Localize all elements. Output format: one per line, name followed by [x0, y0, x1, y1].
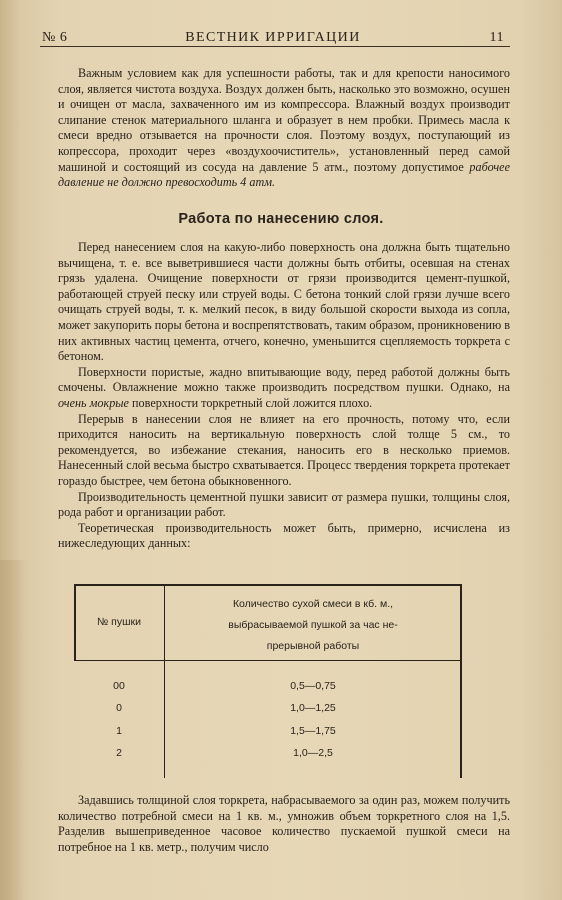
paragraph-air-purity: Важным условием как для успешности работы, так и для крепости наносимого слоя, является чистота воздуха. Воздух должен быть, насколько это возможно, осушен и очищен от масла, захваченного им из компрессора. Влажный воздух производит слипание стенок материального шланга и образует в нем пробки. Примесь масла к смеси вредно отзывается на прочности слоя. Поэтому воздух, поступающий из копрессора, проходит через «воздухоочиститель», установленный перед самой машиной и состоящий из сосуда на давление 5 атм., поэтому допустимое рабочее давление не должно превосходить 4 атм. [58, 66, 510, 190]
paragraph-interruption: Перерыв в нанесении слоя не влияет на его прочность, потому что, если приходится наносить на вертикальную поверхность слой толще 5 см., то рекомендуется, во избежание стекания, наносить его в несколько приемов. Нанесенный слой весьма быстро схватывается. Процесс твердения торкрета протекает гораздо быстрее, чем бетона обыкновенного. [58, 411, 510, 488]
table-cell-amount: 1,0—1,25 [290, 702, 336, 714]
table-header-amount: Количество сухой смеси в кб. м., выбрасываемой пушкой за час не- прерывной работы [228, 598, 398, 652]
productivity-table [74, 584, 462, 778]
table-cell-gun: 2 [116, 747, 122, 759]
table-header-gun-number: № пушки [97, 616, 141, 628]
table-cell-amount: 1,5—1,75 [290, 725, 336, 737]
table-cell-gun: 0 [116, 702, 122, 714]
issue-number: № 6 [42, 30, 68, 45]
table-header-divider [74, 660, 460, 661]
journal-title: ВЕСТНИК ИРРИГАЦИИ [185, 30, 361, 45]
section-text-block [58, 240, 510, 552]
intro-text-block [58, 66, 510, 191]
paragraph-calculation: Задавшись толщиной слоя торкрета, набрасываемого за один раз, можем получить количество потребной смеси на 1 кв. м., умножив объем торкретного слоя на 1,5. Разделив вышеприведенное часовое количество пускаемой пушкой смеси на потребное на 1 кв. метр., получим число [58, 793, 510, 854]
paragraph-porous-surfaces: Поверхности пористые, жадно впитывающие воду, перед работой должны быть смочены. Овлажнение можно также производить посредством пушки. Однако, на очень мокрые поверхности торкретный слой ложится плохо. [58, 364, 510, 410]
page-header [42, 26, 504, 48]
italic-very-wet: очень мокрые [58, 395, 129, 410]
table-cell-gun: 00 [113, 680, 125, 692]
section-title: Работа по нанесению слоя. [178, 211, 384, 227]
paragraph-theoretical: Теоретическая производительность может быть, примерно, исчислена из нижеследующих данных: [58, 520, 510, 551]
table-cell-amount: 0,5—0,75 [290, 680, 336, 692]
paragraph-productivity: Производительность цементной пушки зависит от размера пушки, толщины слоя, рода работ и организации работ. [58, 489, 510, 520]
page-number: 11 [489, 30, 504, 45]
header-rule [40, 46, 510, 47]
italic-pressure-note: рабочее давление не должно превосходить 4 атм. [58, 159, 510, 190]
table-column-divider [164, 586, 165, 778]
table-cell-gun: 1 [116, 725, 122, 737]
page-edge-stain [0, 560, 30, 900]
closing-text-block [58, 793, 510, 855]
paragraph-surface-cleaning: Перед нанесением слоя на какую-либо поверхность она должна быть тщательно вычищена, т. е. все выветрившиеся части должны быть отбиты, осевшая на стенах грязь удалена. Очищение поверхности от грязи производится цемент-пушкой, работающей струей песку или струей воды. С бетона тонкий слой грязи лучше всего очищать струей воды, т. к. мелкий песок, в виду большой скорости выхода из сопла, может закупорить поры бетона и воспрепятствовать, таким образом, проникновению в них активных частиц цемента, отчего, конечно, уменьшится сцепляемость торкрета с бетоном. [58, 240, 510, 364]
table-cell-amount: 1,0—2,5 [293, 747, 333, 759]
